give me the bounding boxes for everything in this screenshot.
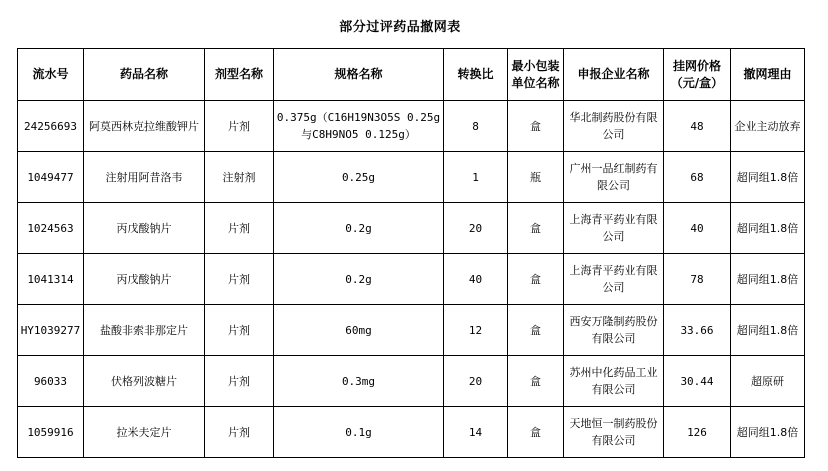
cell-unit: 盒 xyxy=(508,356,564,407)
cell-spec: 0.2g xyxy=(274,254,444,305)
cell-serial: 1059916 xyxy=(18,407,84,458)
cell-company: 西安万隆制药股份有限公司 xyxy=(564,305,664,356)
drug-delisting-table xyxy=(17,48,805,458)
cell-ratio: 40 xyxy=(444,254,508,305)
header-dosage-form: 剂型名称 xyxy=(205,49,274,101)
cell-dosage-form: 片剂 xyxy=(205,407,274,458)
header-serial: 流水号 xyxy=(18,49,84,101)
cell-company: 天地恒一制药股份有限公司 xyxy=(564,407,664,458)
cell-ratio: 1 xyxy=(444,152,508,203)
cell-company: 上海青平药业有限公司 xyxy=(564,203,664,254)
table-row xyxy=(18,101,805,152)
cell-reason: 超原研 xyxy=(731,356,805,407)
cell-drug-name: 盐酸非索非那定片 xyxy=(84,305,205,356)
cell-price: 40 xyxy=(664,203,731,254)
table-row xyxy=(18,203,805,254)
cell-price: 126 xyxy=(664,407,731,458)
cell-spec: 0.3mg xyxy=(274,356,444,407)
cell-company: 华北制药股份有限公司 xyxy=(564,101,664,152)
table-row xyxy=(18,254,805,305)
cell-unit: 盒 xyxy=(508,407,564,458)
cell-spec: 0.1g xyxy=(274,407,444,458)
cell-price: 48 xyxy=(664,101,731,152)
cell-dosage-form: 片剂 xyxy=(205,356,274,407)
cell-unit: 盒 xyxy=(508,305,564,356)
cell-reason: 超同组1.8倍 xyxy=(731,305,805,356)
cell-serial: 1049477 xyxy=(18,152,84,203)
header-drug-name: 药品名称 xyxy=(84,49,205,101)
cell-price: 33.66 xyxy=(664,305,731,356)
cell-dosage-form: 片剂 xyxy=(205,305,274,356)
table-header-row xyxy=(18,49,805,101)
page-title: 部分过评药品撤网表 xyxy=(339,20,461,35)
cell-drug-name: 拉米夫定片 xyxy=(84,407,205,458)
cell-drug-name: 丙戊酸钠片 xyxy=(84,203,205,254)
cell-drug-name: 阿莫西林克拉维酸钾片 xyxy=(84,101,205,152)
cell-reason: 企业主动放弃 xyxy=(731,101,805,152)
cell-reason: 超同组1.8倍 xyxy=(731,254,805,305)
cell-ratio: 14 xyxy=(444,407,508,458)
cell-ratio: 20 xyxy=(444,356,508,407)
cell-spec: 60mg xyxy=(274,305,444,356)
cell-dosage-form: 片剂 xyxy=(205,101,274,152)
cell-spec: 0.25g xyxy=(274,152,444,203)
table-row xyxy=(18,305,805,356)
cell-unit: 盒 xyxy=(508,203,564,254)
cell-drug-name: 伏格列波糖片 xyxy=(84,356,205,407)
cell-dosage-form: 片剂 xyxy=(205,254,274,305)
cell-ratio: 20 xyxy=(444,203,508,254)
header-reason: 撤网理由 xyxy=(731,49,805,101)
cell-drug-name: 注射用阿昔洛韦 xyxy=(84,152,205,203)
table-row xyxy=(18,152,805,203)
cell-serial: 1041314 xyxy=(18,254,84,305)
header-company: 申报企业名称 xyxy=(564,49,664,101)
cell-dosage-form: 注射剂 xyxy=(205,152,274,203)
table-row xyxy=(18,407,805,458)
cell-unit: 盒 xyxy=(508,101,564,152)
cell-ratio: 8 xyxy=(444,101,508,152)
cell-reason: 超同组1.8倍 xyxy=(731,152,805,203)
header-unit: 最小包装单位名称 xyxy=(508,49,564,101)
header-price: 挂网价格（元/盒） xyxy=(664,49,731,101)
cell-dosage-form: 片剂 xyxy=(205,203,274,254)
cell-drug-name: 丙戊酸钠片 xyxy=(84,254,205,305)
header-spec: 规格名称 xyxy=(274,49,444,101)
cell-company: 苏州中化药品工业有限公司 xyxy=(564,356,664,407)
cell-spec: 0.2g xyxy=(274,203,444,254)
cell-serial: 24256693 xyxy=(18,101,84,152)
table-row xyxy=(18,356,805,407)
cell-serial: HY1039277 xyxy=(18,305,84,356)
cell-company: 广州一品红制药有限公司 xyxy=(564,152,664,203)
header-ratio: 转换比 xyxy=(444,49,508,101)
cell-price: 78 xyxy=(664,254,731,305)
cell-price: 30.44 xyxy=(664,356,731,407)
cell-serial: 96033 xyxy=(18,356,84,407)
cell-reason: 超同组1.8倍 xyxy=(731,407,805,458)
cell-price: 68 xyxy=(664,152,731,203)
cell-reason: 超同组1.8倍 xyxy=(731,203,805,254)
cell-unit: 盒 xyxy=(508,254,564,305)
cell-ratio: 12 xyxy=(444,305,508,356)
cell-spec: 0.375g（C16H19N3O5S 0.25g与C8H9NO5 0.125g） xyxy=(274,101,444,152)
cell-company: 上海青平药业有限公司 xyxy=(564,254,664,305)
cell-serial: 1024563 xyxy=(18,203,84,254)
cell-unit: 瓶 xyxy=(508,152,564,203)
